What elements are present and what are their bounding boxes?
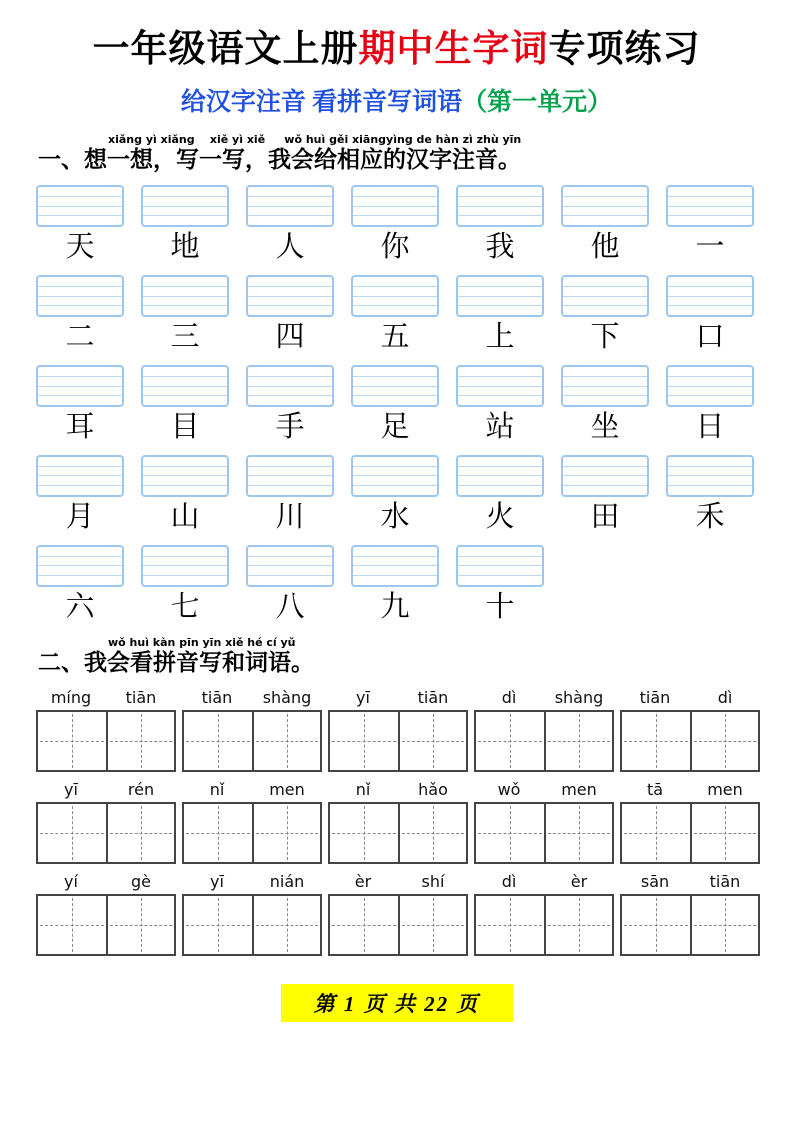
grid-dash-horizontal <box>624 833 688 834</box>
pinyin-syllable: tiān <box>201 687 233 707</box>
hanzi-write-cell[interactable] <box>544 712 612 770</box>
pinyin-word-label <box>328 688 468 707</box>
pinyin-syllable: tiān <box>125 687 157 707</box>
pinyin-write-box[interactable] <box>666 185 754 227</box>
grid-dash-horizontal <box>694 833 756 834</box>
pinyin-write-box[interactable] <box>351 545 439 587</box>
grid-dash-horizontal <box>624 741 688 742</box>
hanzi-character: 禾 <box>695 500 725 533</box>
pinyin-write-box[interactable] <box>36 455 124 497</box>
page-title <box>36 28 757 72</box>
write-grid-row <box>36 894 757 956</box>
pinyin-write-box[interactable] <box>456 275 544 317</box>
pinyin-label-row <box>36 688 757 707</box>
pinyin-word-label <box>36 780 176 799</box>
hanzi-write-grid <box>328 710 468 772</box>
char-column <box>561 365 649 451</box>
grid-dash-horizontal <box>332 741 396 742</box>
hanzi-write-grid <box>182 710 322 772</box>
pinyin-syllable: men <box>561 779 597 799</box>
pinyin-syllable: sān <box>640 871 670 891</box>
hanzi-character: 你 <box>380 231 410 264</box>
pinyin-write-box[interactable] <box>141 455 229 497</box>
char-column <box>36 185 124 271</box>
hanzi-character: 川 <box>275 500 305 533</box>
grid-dash-horizontal <box>40 833 104 834</box>
char-column <box>141 455 229 541</box>
hanzi-write-cell[interactable] <box>330 804 398 862</box>
hanzi-write-grid <box>474 894 614 956</box>
hanzi-character: 水 <box>380 500 410 533</box>
hanzi-write-cell[interactable] <box>252 712 320 770</box>
pinyin-word-label <box>36 872 176 891</box>
section2-heading: 二、我会看拼音写和词语。 <box>38 649 314 675</box>
hanzi-character: 八 <box>275 590 305 623</box>
pinyin-syllable: míng <box>50 687 92 707</box>
pinyin-syllable: shí <box>421 871 445 891</box>
hanzi-character: 山 <box>170 500 200 533</box>
grid-dash-horizontal <box>478 741 542 742</box>
hanzi-write-grid <box>36 710 176 772</box>
pinyin-word-label <box>474 688 614 707</box>
pinyin-syllable: hǎo <box>418 779 448 799</box>
pinyin-syllable: dì <box>501 871 517 891</box>
char-column <box>246 185 334 271</box>
grid-dash-horizontal <box>186 741 250 742</box>
pinyin-write-box[interactable] <box>141 545 229 587</box>
char-column <box>666 455 754 541</box>
write-grid-row <box>36 802 757 864</box>
pinyin-write-box[interactable] <box>246 545 334 587</box>
char-column <box>351 185 439 271</box>
pinyin-syllable: tiān <box>709 871 741 891</box>
hanzi-character: 三 <box>170 321 200 354</box>
hanzi-write-cell[interactable] <box>544 804 612 862</box>
pinyin-syllable: shàng <box>554 687 604 707</box>
char-column <box>246 275 334 361</box>
pinyin-write-box[interactable] <box>456 365 544 407</box>
hanzi-character: 目 <box>170 411 200 444</box>
hanzi-write-cell[interactable] <box>544 896 612 954</box>
char-column <box>666 365 754 451</box>
page-number-badge <box>281 984 513 1022</box>
char-column <box>456 545 544 631</box>
char-column <box>456 365 544 451</box>
pinyin-write-box[interactable] <box>36 545 124 587</box>
pinyin-write-box[interactable] <box>246 275 334 317</box>
hanzi-character: 地 <box>170 231 200 264</box>
hanzi-write-grid <box>182 894 322 956</box>
pinyin-write-box[interactable] <box>561 185 649 227</box>
grid-dash-horizontal <box>110 833 172 834</box>
pinyin-write-box[interactable] <box>561 365 649 407</box>
hanzi-character: 月 <box>65 500 95 533</box>
hanzi-character: 六 <box>65 590 95 623</box>
hanzi-write-grid <box>182 802 322 864</box>
char-column <box>141 365 229 451</box>
title-part1: 一年级语文上册 <box>92 29 359 70</box>
grid-dash-horizontal <box>402 741 464 742</box>
pinyin-write-box[interactable] <box>351 275 439 317</box>
pinyin-syllable: yí <box>64 871 78 891</box>
pinyin-word-label <box>620 688 760 707</box>
hanzi-write-cell[interactable] <box>106 712 174 770</box>
hanzi-character: 足 <box>380 411 410 444</box>
grid-dash-horizontal <box>256 925 318 926</box>
pinyin-write-box[interactable] <box>246 455 334 497</box>
pinyin-syllable: nián <box>269 871 305 891</box>
hanzi-write-grid <box>474 802 614 864</box>
char-column <box>666 185 754 271</box>
grid-dash-horizontal <box>256 833 318 834</box>
hanzi-character: 火 <box>485 500 515 533</box>
hanzi-write-cell[interactable] <box>398 804 466 862</box>
write-grid-row <box>36 710 757 772</box>
annotation-row <box>36 275 757 361</box>
hanzi-write-cell[interactable] <box>398 712 466 770</box>
hanzi-write-cell[interactable] <box>476 712 544 770</box>
grid-dash-horizontal <box>256 741 318 742</box>
grid-dash-horizontal <box>110 741 172 742</box>
hanzi-write-cell[interactable] <box>106 804 174 862</box>
section1-heading: 一、想一想，写一写，我会给相应的汉字注音。 <box>38 147 521 173</box>
hanzi-write-grid <box>36 894 176 956</box>
hanzi-write-cell[interactable] <box>38 896 106 954</box>
hanzi-character: 手 <box>275 411 305 444</box>
hanzi-write-cell[interactable] <box>184 896 252 954</box>
pinyin-syllable: èr <box>354 871 372 891</box>
char-column <box>456 185 544 271</box>
pinyin-syllable: tiān <box>417 687 449 707</box>
pinyin-syllable: dì <box>717 687 733 707</box>
char-column <box>246 365 334 451</box>
char-column <box>561 185 649 271</box>
grid-dash-horizontal <box>110 925 172 926</box>
hanzi-character: 坐 <box>590 411 620 444</box>
hanzi-character: 站 <box>485 411 515 444</box>
pinyin-syllable: men <box>269 779 305 799</box>
grid-dash-horizontal <box>548 833 610 834</box>
char-column <box>456 275 544 361</box>
hanzi-character: 耳 <box>65 411 95 444</box>
pinyin-syllable: tā <box>646 779 664 799</box>
pinyin-write-box[interactable] <box>666 365 754 407</box>
pinyin-word-label <box>328 872 468 891</box>
pinyin-word-label <box>474 872 614 891</box>
pinyin-write-box[interactable] <box>351 455 439 497</box>
hanzi-write-cell[interactable] <box>476 896 544 954</box>
hanzi-write-cell[interactable] <box>252 804 320 862</box>
pinyin-write-box[interactable] <box>36 275 124 317</box>
annotation-row <box>36 185 757 271</box>
char-column <box>246 545 334 631</box>
hanzi-write-cell[interactable] <box>38 804 106 862</box>
pinyin-write-box[interactable] <box>246 365 334 407</box>
section2-pinyin: wǒ huì kàn pīn yīn xiě hé cí yǔ <box>108 635 296 649</box>
pinyin-write-box[interactable] <box>666 275 754 317</box>
char-column <box>561 455 649 541</box>
annotation-row <box>36 365 757 451</box>
hanzi-write-cell[interactable] <box>622 896 690 954</box>
hanzi-character: 我 <box>485 231 515 264</box>
hanzi-write-cell[interactable] <box>106 896 174 954</box>
pinyin-word-label <box>620 780 760 799</box>
grid-dash-horizontal <box>40 741 104 742</box>
hanzi-write-cell[interactable] <box>184 804 252 862</box>
pinyin-syllable: gè <box>131 871 151 891</box>
grid-dash-horizontal <box>548 925 610 926</box>
pinyin-syllable: rén <box>127 779 155 799</box>
annotation-row <box>36 545 757 631</box>
title-highlight: 期中生字词 <box>358 29 549 70</box>
grid-dash-horizontal <box>40 925 104 926</box>
pinyin-write-box[interactable] <box>456 545 544 587</box>
char-column <box>351 275 439 361</box>
hanzi-write-cell[interactable] <box>476 804 544 862</box>
grid-dash-horizontal <box>402 925 464 926</box>
grid-dash-horizontal <box>332 925 396 926</box>
pinyin-label-row <box>36 872 757 891</box>
pinyin-syllable: yī <box>210 871 224 891</box>
pinyin-write-box[interactable] <box>456 185 544 227</box>
char-column <box>666 275 754 361</box>
char-column <box>351 365 439 451</box>
pinyin-write-box[interactable] <box>36 185 124 227</box>
pinyin-write-box[interactable] <box>351 365 439 407</box>
section1-rows <box>36 185 757 630</box>
hanzi-character: 二 <box>65 321 95 354</box>
pinyin-write-box[interactable] <box>246 185 334 227</box>
hanzi-write-grid <box>328 802 468 864</box>
pinyin-write-box[interactable] <box>141 365 229 407</box>
hanzi-character: 一 <box>695 231 725 264</box>
section1-pinyin: xiǎng yì xiǎng xiě yì xiě wǒ huì gěi xiāngyìng de hàn zì zhù yīn <box>108 133 522 147</box>
char-column <box>36 545 124 631</box>
grid-dash-horizontal <box>332 833 396 834</box>
char-column <box>351 455 439 541</box>
char-column <box>141 275 229 361</box>
title-part2: 专项练习 <box>548 29 701 70</box>
hanzi-character: 上 <box>485 321 515 354</box>
hanzi-character: 九 <box>380 590 410 623</box>
pinyin-syllable: yī <box>356 687 370 707</box>
hanzi-write-cell[interactable] <box>622 804 690 862</box>
hanzi-write-grid <box>620 802 760 864</box>
hanzi-character: 口 <box>695 321 725 354</box>
hanzi-character: 日 <box>695 411 725 444</box>
hanzi-write-cell[interactable] <box>330 712 398 770</box>
pinyin-syllable: wǒ <box>497 779 521 799</box>
pinyin-syllable: èr <box>570 871 588 891</box>
hanzi-character: 人 <box>275 231 305 264</box>
pinyin-word-label <box>474 780 614 799</box>
char-column <box>36 455 124 541</box>
hanzi-write-grid <box>328 894 468 956</box>
pinyin-write-box[interactable] <box>666 455 754 497</box>
pinyin-word-label <box>620 872 760 891</box>
hanzi-character: 七 <box>170 590 200 623</box>
grid-dash-horizontal <box>402 833 464 834</box>
grid-dash-horizontal <box>694 741 756 742</box>
char-column <box>456 455 544 541</box>
pinyin-write-box[interactable] <box>141 275 229 317</box>
pinyin-write-box[interactable] <box>141 185 229 227</box>
grid-dash-horizontal <box>694 925 756 926</box>
hanzi-character: 十 <box>485 590 515 623</box>
subtitle-unit: （第一单元） <box>462 89 613 117</box>
hanzi-character: 四 <box>275 321 305 354</box>
hanzi-character: 五 <box>380 321 410 354</box>
hanzi-character: 下 <box>590 321 620 354</box>
pinyin-write-box[interactable] <box>561 455 649 497</box>
page-number-text: 第 1 页 共 22 页 <box>313 991 480 1016</box>
pinyin-word-label <box>182 872 322 891</box>
hanzi-write-cell[interactable] <box>252 896 320 954</box>
hanzi-character: 他 <box>590 231 620 264</box>
pinyin-label-row <box>36 780 757 799</box>
pinyin-word-label <box>36 688 176 707</box>
hanzi-write-grid <box>474 710 614 772</box>
grid-dash-horizontal <box>624 925 688 926</box>
page-subtitle <box>36 88 757 118</box>
annotation-row <box>36 455 757 541</box>
hanzi-write-cell[interactable] <box>622 712 690 770</box>
hanzi-character: 天 <box>65 231 95 264</box>
hanzi-write-cell[interactable] <box>398 896 466 954</box>
pinyin-syllable: shàng <box>262 687 312 707</box>
char-column <box>246 455 334 541</box>
pinyin-syllable: men <box>707 779 743 799</box>
grid-dash-horizontal <box>548 741 610 742</box>
subtitle-main: 给汉字注音 看拼音写词语 <box>180 89 463 117</box>
pinyin-syllable: yī <box>64 779 78 799</box>
section2-rows <box>36 688 757 956</box>
pinyin-write-box[interactable] <box>36 365 124 407</box>
hanzi-write-grid <box>36 802 176 864</box>
hanzi-write-grid <box>620 894 760 956</box>
grid-dash-horizontal <box>186 833 250 834</box>
pinyin-write-box[interactable] <box>351 185 439 227</box>
pinyin-syllable: nǐ <box>209 779 225 799</box>
hanzi-write-cell[interactable] <box>38 712 106 770</box>
pinyin-syllable: tiān <box>639 687 671 707</box>
char-column <box>561 275 649 361</box>
hanzi-write-cell[interactable] <box>690 712 758 770</box>
char-column <box>36 365 124 451</box>
grid-dash-horizontal <box>478 833 542 834</box>
grid-dash-horizontal <box>478 925 542 926</box>
hanzi-write-cell[interactable] <box>690 896 758 954</box>
pinyin-syllable: nǐ <box>355 779 371 799</box>
hanzi-write-cell[interactable] <box>690 804 758 862</box>
pinyin-word-label <box>328 780 468 799</box>
char-column <box>141 545 229 631</box>
pinyin-write-box[interactable] <box>561 275 649 317</box>
pinyin-word-label <box>182 688 322 707</box>
pinyin-write-box[interactable] <box>456 455 544 497</box>
hanzi-write-cell[interactable] <box>330 896 398 954</box>
grid-dash-horizontal <box>186 925 250 926</box>
char-column <box>351 545 439 631</box>
char-column <box>36 275 124 361</box>
hanzi-write-cell[interactable] <box>184 712 252 770</box>
hanzi-write-grid <box>620 710 760 772</box>
char-column <box>141 185 229 271</box>
hanzi-character: 田 <box>590 500 620 533</box>
pinyin-word-label <box>182 780 322 799</box>
pinyin-syllable: dì <box>501 687 517 707</box>
